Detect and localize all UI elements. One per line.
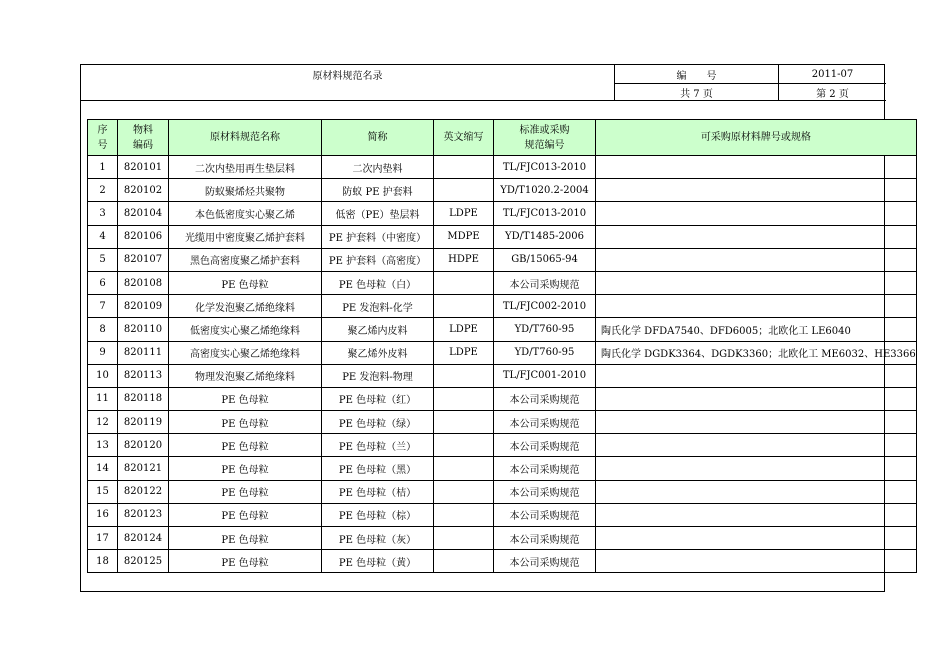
- cell-std: TL/FJC013-2010: [494, 202, 596, 225]
- cell-seq: 16: [88, 503, 118, 526]
- table-row: [88, 179, 917, 202]
- cell-std: YD/T1020.2-2004: [494, 179, 596, 202]
- cell-abbr: [434, 434, 494, 457]
- cell-abbr: [434, 480, 494, 503]
- cell-name: 高密度实心聚乙烯绝缘料: [169, 341, 322, 364]
- cell-abbr: [434, 387, 494, 410]
- col-code: 物料 编码: [118, 120, 169, 156]
- cell-abbr: [434, 364, 494, 387]
- table-row: [88, 527, 917, 550]
- cell-seq: 10: [88, 364, 118, 387]
- cell-name: 本色低密度实心聚乙烯: [169, 202, 322, 225]
- table-row: [88, 318, 917, 341]
- cell-brand: 陶氏化学 DFDA7540、DFD6005；北欧化工 LE6040: [596, 318, 917, 341]
- table-row: [88, 225, 917, 248]
- cell-name: PE 色母粒: [169, 527, 322, 550]
- cell-short: 聚乙烯内皮料: [322, 318, 434, 341]
- cell-brand: [596, 457, 917, 480]
- cell-short: PE 色母粒（黄）: [322, 550, 434, 573]
- cell-abbr: LDPE: [434, 341, 494, 364]
- table-row: [88, 271, 917, 294]
- cell-brand: [596, 179, 917, 202]
- cell-short: PE 色母粒（桔）: [322, 480, 434, 503]
- cell-code: 820111: [118, 341, 169, 364]
- table-row: [88, 503, 917, 526]
- cell-code: 820108: [118, 271, 169, 294]
- cell-name: PE 色母粒: [169, 271, 322, 294]
- cell-code: 820109: [118, 295, 169, 318]
- col-seq: 序 号: [88, 120, 118, 156]
- col-brand: 可采购原材料牌号或规格: [596, 120, 917, 156]
- cell-code: 820118: [118, 387, 169, 410]
- cell-abbr: [434, 295, 494, 318]
- cell-brand: [596, 550, 917, 573]
- number-label: 编 号: [676, 70, 717, 82]
- cell-name: PE 色母粒: [169, 503, 322, 526]
- cell-name: 光缆用中密度聚乙烯护套料: [169, 225, 322, 248]
- cell-name: 化学发泡聚乙烯绝缘料: [169, 295, 322, 318]
- cell-short: PE 色母粒（绿）: [322, 411, 434, 434]
- cell-brand: [596, 527, 917, 550]
- cell-code: 820123: [118, 503, 169, 526]
- cell-code: 820124: [118, 527, 169, 550]
- cell-std: 本公司采购规范: [494, 527, 596, 550]
- cell-brand: [596, 480, 917, 503]
- cell-code: 820113: [118, 364, 169, 387]
- cell-short: PE 色母粒（兰）: [322, 434, 434, 457]
- cell-std: TL/FJC013-2010: [494, 156, 596, 179]
- cell-code: 820106: [118, 225, 169, 248]
- cell-seq: 17: [88, 527, 118, 550]
- cell-code: 820121: [118, 457, 169, 480]
- cell-seq: 11: [88, 387, 118, 410]
- cell-code: 820101: [118, 156, 169, 179]
- cell-short: 聚乙烯外皮料: [322, 341, 434, 364]
- table-row: [88, 457, 917, 480]
- cell-code: 820102: [118, 179, 169, 202]
- cell-name: PE 色母粒: [169, 480, 322, 503]
- cell-abbr: [434, 179, 494, 202]
- cell-brand: [596, 434, 917, 457]
- cell-std: 本公司采购规范: [494, 434, 596, 457]
- cell-abbr: [434, 156, 494, 179]
- cell-short: 低密（PE）垫层料: [322, 202, 434, 225]
- cell-brand: 陶氏化学 DGDK3364、DGDK3360；北欧化工 ME6032、HE3366: [596, 341, 917, 364]
- cell-seq: 13: [88, 434, 118, 457]
- cell-short: PE 发泡料-物理: [322, 364, 434, 387]
- materials-table: [87, 119, 917, 573]
- cell-std: GB/15065-94: [494, 248, 596, 271]
- cell-abbr: [434, 527, 494, 550]
- cell-short: 二次内垫料: [322, 156, 434, 179]
- table-header-row: [88, 120, 917, 156]
- cell-code: 820110: [118, 318, 169, 341]
- cell-brand: [596, 248, 917, 271]
- cell-brand: [596, 225, 917, 248]
- cell-brand: [596, 156, 917, 179]
- cell-name: PE 色母粒: [169, 434, 322, 457]
- cell-std: 本公司采购规范: [494, 503, 596, 526]
- cell-brand: [596, 364, 917, 387]
- table-row: [88, 202, 917, 225]
- cell-seq: 2: [88, 179, 118, 202]
- cell-name: 防蚁聚烯烃共聚物: [169, 179, 322, 202]
- table-row: [88, 364, 917, 387]
- document-title: 原材料规范名录: [312, 70, 383, 82]
- cell-code: 820122: [118, 480, 169, 503]
- cell-seq: 7: [88, 295, 118, 318]
- cell-brand: [596, 271, 917, 294]
- cell-short: PE 色母粒（白）: [322, 271, 434, 294]
- cell-name: PE 色母粒: [169, 457, 322, 480]
- cell-seq: 6: [88, 271, 118, 294]
- cell-code: 820107: [118, 248, 169, 271]
- cell-short: PE 护套料（高密度）: [322, 248, 434, 271]
- cell-brand: [596, 202, 917, 225]
- cell-brand: [596, 503, 917, 526]
- cell-name: 二次内垫用再生垫层料: [169, 156, 322, 179]
- cell-seq: 3: [88, 202, 118, 225]
- table-row: [88, 480, 917, 503]
- cell-name: PE 色母粒: [169, 411, 322, 434]
- total-pages: 共 7 页: [680, 89, 713, 100]
- table-row: [88, 411, 917, 434]
- cell-short: 防蚁 PE 护套料: [322, 179, 434, 202]
- cell-code: 820119: [118, 411, 169, 434]
- table-row: [88, 295, 917, 318]
- cell-seq: 14: [88, 457, 118, 480]
- cell-short: PE 护套料（中密度）: [322, 225, 434, 248]
- cell-std: 本公司采购规范: [494, 411, 596, 434]
- cell-seq: 4: [88, 225, 118, 248]
- page-number: 第 2 页: [816, 89, 849, 100]
- cell-abbr: MDPE: [434, 225, 494, 248]
- cell-short: PE 色母粒（灰）: [322, 527, 434, 550]
- cell-name: 低密度实心聚乙烯绝缘料: [169, 318, 322, 341]
- table-row: [88, 341, 917, 364]
- cell-std: 本公司采购规范: [494, 387, 596, 410]
- cell-name: 物理发泡聚乙烯绝缘料: [169, 364, 322, 387]
- cell-short: PE 色母粒（红）: [322, 387, 434, 410]
- cell-seq: 1: [88, 156, 118, 179]
- cell-code: 820104: [118, 202, 169, 225]
- cell-seq: 18: [88, 550, 118, 573]
- cell-seq: 5: [88, 248, 118, 271]
- cell-name: 黑色高密度聚乙烯护套料: [169, 248, 322, 271]
- col-std: 标准或采购 规范编号: [494, 120, 596, 156]
- cell-abbr: LDPE: [434, 202, 494, 225]
- cell-std: 本公司采购规范: [494, 457, 596, 480]
- cell-std: 本公司采购规范: [494, 550, 596, 573]
- cell-std: YD/T760-95: [494, 318, 596, 341]
- col-abbr: 英文缩写: [434, 120, 494, 156]
- cell-std: 本公司采购规范: [494, 271, 596, 294]
- cell-std: YD/T1485-2006: [494, 225, 596, 248]
- cell-std: YD/T760-95: [494, 341, 596, 364]
- cell-brand: [596, 411, 917, 434]
- cell-abbr: [434, 457, 494, 480]
- cell-abbr: HDPE: [434, 248, 494, 271]
- cell-code: 820120: [118, 434, 169, 457]
- cell-brand: [596, 295, 917, 318]
- cell-name: PE 色母粒: [169, 550, 322, 573]
- cell-std: 本公司采购规范: [494, 480, 596, 503]
- table-row: [88, 156, 917, 179]
- cell-short: PE 色母粒（棕）: [322, 503, 434, 526]
- cell-code: 820125: [118, 550, 169, 573]
- cell-abbr: LDPE: [434, 318, 494, 341]
- cell-short: PE 色母粒（黑）: [322, 457, 434, 480]
- table-row: [88, 387, 917, 410]
- table-row: [88, 434, 917, 457]
- cell-abbr: [434, 411, 494, 434]
- cell-short: PE 发泡料-化学: [322, 295, 434, 318]
- cell-abbr: [434, 503, 494, 526]
- cell-abbr: [434, 271, 494, 294]
- table-row: [88, 248, 917, 271]
- col-short: 简称: [322, 120, 434, 156]
- cell-std: TL/FJC002-2010: [494, 295, 596, 318]
- cell-abbr: [434, 550, 494, 573]
- number-value: 2011-07: [811, 68, 854, 80]
- cell-seq: 12: [88, 411, 118, 434]
- cell-seq: 15: [88, 480, 118, 503]
- col-name: 原材料规范名称: [169, 120, 322, 156]
- cell-seq: 9: [88, 341, 118, 364]
- cell-brand: [596, 387, 917, 410]
- cell-seq: 8: [88, 318, 118, 341]
- table-row: [88, 550, 917, 573]
- cell-std: TL/FJC001-2010: [494, 364, 596, 387]
- cell-name: PE 色母粒: [169, 387, 322, 410]
